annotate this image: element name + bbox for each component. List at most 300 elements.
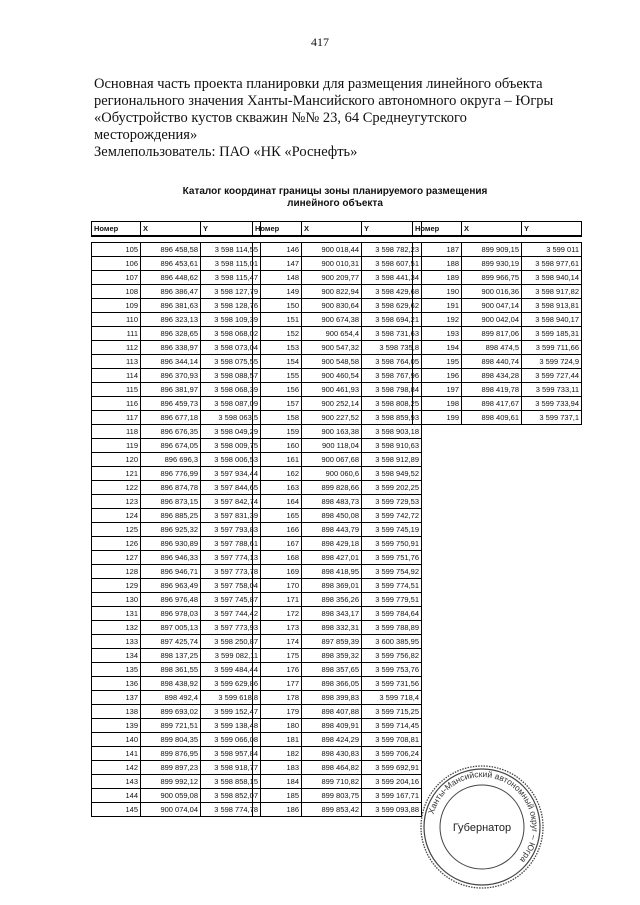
y-coordinate: 3 598 115,01 [201,257,261,271]
point-number: 146 [253,243,302,257]
y-coordinate: 3 597 773,78 [201,565,261,579]
table-row [92,733,261,747]
table-row [413,411,582,425]
point-number: 153 [253,341,302,355]
header-line: регионального значения Ханты-Мансийского автономного округа – Югры [94,93,554,109]
x-coordinate: 900 010,31 [302,257,362,271]
x-coordinate: 900 654,4 [302,327,362,341]
x-coordinate: 898 366,05 [302,677,362,691]
table-row [253,523,422,537]
y-coordinate: 3 597 934,44 [201,467,261,481]
y-coordinate: 3 599 756,82 [362,649,422,663]
y-coordinate: 3 597 831,39 [201,509,261,523]
catalog-title-line: линейного объекта [287,198,383,209]
point-number: 127 [92,551,141,565]
point-number: 132 [92,621,141,635]
table-row [253,285,422,299]
y-coordinate: 3 599 011 [522,243,582,257]
y-coordinate: 3 599 618,8 [201,691,261,705]
y-coordinate: 3 598 913,81 [522,299,582,313]
x-coordinate: 899 876,95 [141,747,201,761]
point-number: 177 [253,677,302,691]
y-coordinate: 3 599 714,45 [362,719,422,733]
y-coordinate: 3 599 774,51 [362,579,422,593]
x-coordinate: 898 429,18 [302,537,362,551]
x-coordinate: 898 369,01 [302,579,362,593]
x-coordinate: 898 424,29 [302,733,362,747]
table-row [92,579,261,593]
y-coordinate: 3 598 127,79 [201,285,261,299]
table-row [92,523,261,537]
table-row [253,565,422,579]
table-row [253,775,422,789]
y-coordinate: 3 599 751,76 [362,551,422,565]
column-header: X [141,222,201,237]
header-line: «Обустройство кустов скважин №№ 23, 64 Среднеугутского [94,110,467,126]
catalog-title [150,186,520,210]
point-number: 113 [92,355,141,369]
point-number: 116 [92,397,141,411]
point-number: 129 [92,579,141,593]
x-coordinate: 898 407,88 [302,705,362,719]
x-coordinate: 896 676,35 [141,425,201,439]
point-number: 169 [253,565,302,579]
table-row [92,425,261,439]
header-line: Основная часть проекта планировки для размещения линейного объекта [94,76,543,92]
point-number: 173 [253,621,302,635]
point-number: 148 [253,271,302,285]
x-coordinate: 899 828,66 [302,481,362,495]
x-coordinate: 896 873,15 [141,495,201,509]
x-coordinate: 896 885,25 [141,509,201,523]
y-coordinate: 3 598 128,76 [201,299,261,313]
point-number: 184 [253,775,302,789]
y-coordinate: 3 599 138,48 [201,719,261,733]
y-coordinate: 3 599 753,76 [362,663,422,677]
table-row [92,635,261,649]
y-coordinate: 3 599 708,81 [362,733,422,747]
table-row [253,747,422,761]
x-coordinate: 898 418,95 [302,565,362,579]
y-coordinate: 3 598 798,84 [362,383,422,397]
point-number: 167 [253,537,302,551]
table-row [92,495,261,509]
y-coordinate: 3 598 858,15 [201,775,261,789]
x-coordinate: 896 386,47 [141,285,201,299]
y-coordinate: 3 598 767,96 [362,369,422,383]
point-number: 197 [413,383,462,397]
y-coordinate: 3 599 737,1 [522,411,582,425]
table-row [413,313,582,327]
x-coordinate: 900 548,58 [302,355,362,369]
y-coordinate: 3 598 009,75 [201,439,261,453]
x-coordinate: 900 252,14 [302,397,362,411]
y-coordinate: 3 599 742,72 [362,509,422,523]
point-number: 144 [92,789,141,803]
point-number: 156 [253,383,302,397]
table-row [253,313,422,327]
point-number: 195 [413,355,462,369]
point-number: 181 [253,733,302,747]
point-number: 130 [92,593,141,607]
y-coordinate: 3 599 788,89 [362,621,422,635]
x-coordinate: 898 359,32 [302,649,362,663]
table-row [92,747,261,761]
point-number: 179 [253,705,302,719]
point-number: 165 [253,509,302,523]
y-coordinate: 3 599 484,44 [201,663,261,677]
point-number: 186 [253,803,302,817]
y-coordinate: 3 598 429,68 [362,285,422,299]
table-row [413,271,582,285]
x-coordinate: 896 370,93 [141,369,201,383]
y-coordinate: 3 598 808,25 [362,397,422,411]
x-coordinate: 898 356,26 [302,593,362,607]
table-row [92,761,261,775]
x-coordinate: 898 399,83 [302,691,362,705]
x-coordinate: 899 693,02 [141,705,201,719]
table-row [92,257,261,271]
point-number: 106 [92,257,141,271]
catalog-title-line: Каталог координат границы зоны планируемого размещения [182,186,488,197]
y-coordinate: 3 599 692,91 [362,761,422,775]
table-row [253,327,422,341]
table-row [92,537,261,551]
point-number: 150 [253,299,302,313]
point-number: 161 [253,453,302,467]
point-number: 122 [92,481,141,495]
table-row [253,551,422,565]
table-row [253,537,422,551]
x-coordinate: 898 443,79 [302,523,362,537]
y-coordinate: 3 599 727,44 [522,369,582,383]
y-coordinate: 3 599 167,71 [362,789,422,803]
y-coordinate: 3 598 917,82 [522,285,582,299]
table-row [253,495,422,509]
point-number: 107 [92,271,141,285]
y-coordinate: 3 598 607,51 [362,257,422,271]
table-row [92,369,261,383]
table-header-row [253,222,422,237]
column-header: X [462,222,522,237]
point-number: 114 [92,369,141,383]
y-coordinate: 3 598 940,14 [522,271,582,285]
x-coordinate: 900 018,44 [302,243,362,257]
table-row [253,425,422,439]
y-coordinate: 3 598 073,04 [201,341,261,355]
point-number: 124 [92,509,141,523]
y-coordinate: 3 598 075,55 [201,355,261,369]
table-row [253,691,422,705]
y-coordinate: 3 598 049,29 [201,425,261,439]
point-number: 131 [92,607,141,621]
x-coordinate: 900 461,93 [302,383,362,397]
y-coordinate: 3 598 918,77 [201,761,261,775]
y-coordinate: 3 598 006,53 [201,453,261,467]
svg-text:Ханты-Мансийский автономный ок: Ханты-Мансийский автономный округ – Югра [425,768,541,865]
y-coordinate: 3 598 087,09 [201,397,261,411]
table-row [253,677,422,691]
point-number: 125 [92,523,141,537]
table-row [253,355,422,369]
x-coordinate: 896 674,05 [141,439,201,453]
y-coordinate: 3 599 093,88 [362,803,422,817]
x-coordinate: 898 440,74 [462,355,522,369]
point-number: 115 [92,383,141,397]
table-row [253,607,422,621]
point-number: 192 [413,313,462,327]
point-number: 155 [253,369,302,383]
coordinates-table-2 [252,221,422,817]
column-header: Y [362,222,422,237]
x-coordinate: 896 930,89 [141,537,201,551]
x-coordinate: 898 483,73 [302,495,362,509]
y-coordinate: 3 599 745,19 [362,523,422,537]
point-number: 168 [253,551,302,565]
table-header-row [413,222,582,237]
point-number: 152 [253,327,302,341]
point-number: 123 [92,495,141,509]
point-number: 159 [253,425,302,439]
table-row [253,789,422,803]
x-coordinate: 899 966,75 [462,271,522,285]
x-coordinate: 896 946,71 [141,565,201,579]
x-coordinate: 898 343,17 [302,607,362,621]
page-number: 417 [311,35,329,49]
land-user-line: Землепользователь: ПАО «НК «Роснефть» [94,144,358,160]
x-coordinate: 896 338,97 [141,341,201,355]
table-row [92,509,261,523]
x-coordinate: 900 047,14 [462,299,522,313]
table-row [253,453,422,467]
table-row [92,341,261,355]
y-coordinate: 3 599 784,64 [362,607,422,621]
x-coordinate: 898 427,01 [302,551,362,565]
point-number: 172 [253,607,302,621]
y-coordinate: 3 598 114,55 [201,243,261,257]
x-coordinate: 900 163,38 [302,425,362,439]
table-row [413,299,582,313]
point-number: 126 [92,537,141,551]
point-number: 118 [92,425,141,439]
point-number: 183 [253,761,302,775]
table-row [253,299,422,313]
y-coordinate: 3 599 779,51 [362,593,422,607]
table-row [253,271,422,285]
y-coordinate: 3 598 764,05 [362,355,422,369]
table-row [253,593,422,607]
point-number: 134 [92,649,141,663]
y-coordinate: 3 598 782,23 [362,243,422,257]
y-coordinate: 3 599 729,53 [362,495,422,509]
y-coordinate: 3 599 204,16 [362,775,422,789]
x-coordinate: 897 859,39 [302,635,362,649]
x-coordinate: 898 361,55 [141,663,201,677]
point-number: 171 [253,593,302,607]
y-coordinate: 3 598 250,87 [201,635,261,649]
table-row [92,551,261,565]
svg-text:Губернатор: Губернатор [452,822,512,834]
point-number: 117 [92,411,141,425]
x-coordinate: 899 721,51 [141,719,201,733]
x-coordinate: 899 804,35 [141,733,201,747]
y-coordinate: 3 598 109,39 [201,313,261,327]
x-coordinate: 900 118,04 [302,439,362,453]
point-number: 189 [413,271,462,285]
point-number: 194 [413,341,462,355]
y-coordinate: 3 599 718,4 [362,691,422,705]
point-number: 128 [92,565,141,579]
x-coordinate: 900 209,77 [302,271,362,285]
y-coordinate: 3 599 082,11 [201,649,261,663]
x-coordinate: 900 227,52 [302,411,362,425]
table-row [92,313,261,327]
point-number: 174 [253,635,302,649]
x-coordinate: 896 925,32 [141,523,201,537]
y-coordinate: 3 597 842,74 [201,495,261,509]
table-row [92,383,261,397]
point-number: 147 [253,257,302,271]
y-coordinate: 3 598 441,34 [362,271,422,285]
y-coordinate: 3 599 711,66 [522,341,582,355]
table-row [253,579,422,593]
y-coordinate: 3 598 957,84 [201,747,261,761]
y-coordinate: 3 598 068,02 [201,327,261,341]
column-header: X [302,222,362,237]
table-row [92,719,261,733]
point-number: 120 [92,453,141,467]
x-coordinate: 898 417,67 [462,397,522,411]
table-row [413,369,582,383]
table-row [253,369,422,383]
y-coordinate: 3 598 629,62 [362,299,422,313]
point-number: 111 [92,327,141,341]
point-number: 157 [253,397,302,411]
x-coordinate: 899 853,42 [302,803,362,817]
table-row [92,677,261,691]
column-header: Y [522,222,582,237]
y-coordinate: 3 600 385,95 [362,635,422,649]
point-number: 151 [253,313,302,327]
x-coordinate: 896 978,03 [141,607,201,621]
y-coordinate: 3 598 088,57 [201,369,261,383]
point-number: 112 [92,341,141,355]
table-row [253,397,422,411]
y-coordinate: 3 599 202,25 [362,481,422,495]
header-line: месторождения» [94,127,198,143]
point-number: 162 [253,467,302,481]
y-coordinate: 3 599 750,91 [362,537,422,551]
point-number: 139 [92,719,141,733]
point-number: 137 [92,691,141,705]
point-number: 198 [413,397,462,411]
table-row [92,803,261,817]
point-number: 108 [92,285,141,299]
point-number: 149 [253,285,302,299]
y-coordinate: 3 597 788,61 [201,537,261,551]
x-coordinate: 896 381,63 [141,299,201,313]
table-row [92,467,261,481]
table-row [92,439,261,453]
y-coordinate: 3 598 949,52 [362,467,422,481]
y-coordinate: 3 598 731,63 [362,327,422,341]
table-row [92,285,261,299]
x-coordinate: 899 930,19 [462,257,522,271]
x-coordinate: 898 434,28 [462,369,522,383]
point-number: 196 [413,369,462,383]
point-number: 121 [92,467,141,481]
x-coordinate: 898 332,31 [302,621,362,635]
x-coordinate: 896 677,18 [141,411,201,425]
point-number: 138 [92,705,141,719]
x-coordinate: 900 060,6 [302,467,362,481]
point-number: 110 [92,313,141,327]
y-coordinate: 3 599 754,92 [362,565,422,579]
point-number: 105 [92,243,141,257]
y-coordinate: 3 598 852,07 [201,789,261,803]
x-coordinate: 900 460,54 [302,369,362,383]
y-coordinate: 3 598 068,39 [201,383,261,397]
table-row [253,341,422,355]
y-coordinate: 3 597 773,93 [201,621,261,635]
table-row [92,705,261,719]
x-coordinate: 899 710,82 [302,775,362,789]
document-header [94,76,594,161]
table-row [253,439,422,453]
y-coordinate: 3 597 793,83 [201,523,261,537]
x-coordinate: 898 474,5 [462,341,522,355]
point-number: 187 [413,243,462,257]
x-coordinate: 900 547,32 [302,341,362,355]
table-row [92,789,261,803]
table-row [413,383,582,397]
x-coordinate: 898 419,78 [462,383,522,397]
y-coordinate: 3 597 744,42 [201,607,261,621]
x-coordinate: 897 005,13 [141,621,201,635]
x-coordinate: 896 459,73 [141,397,201,411]
table-row [253,635,422,649]
x-coordinate: 899 803,75 [302,789,362,803]
table-row [92,565,261,579]
x-coordinate: 896 344,14 [141,355,201,369]
table-row [92,327,261,341]
table-row [253,663,422,677]
column-header: Y [201,222,261,237]
column-header: Номер [92,222,141,237]
x-coordinate: 899 897,23 [141,761,201,775]
y-coordinate: 3 598 115,47 [201,271,261,285]
x-coordinate: 898 450,08 [302,509,362,523]
x-coordinate: 896 874,78 [141,481,201,495]
table-row [92,593,261,607]
y-coordinate: 3 597 844,65 [201,481,261,495]
point-number: 199 [413,411,462,425]
column-header: Номер [413,222,462,237]
point-number: 136 [92,677,141,691]
column-header: Номер [253,222,302,237]
point-number: 164 [253,495,302,509]
x-coordinate: 896 323,13 [141,313,201,327]
point-number: 119 [92,439,141,453]
x-coordinate: 900 674,38 [302,313,362,327]
y-coordinate: 3 598 977,61 [522,257,582,271]
x-coordinate: 900 016,36 [462,285,522,299]
y-coordinate: 3 599 185,31 [522,327,582,341]
table-row [92,397,261,411]
point-number: 140 [92,733,141,747]
point-number: 176 [253,663,302,677]
table-row [253,649,422,663]
